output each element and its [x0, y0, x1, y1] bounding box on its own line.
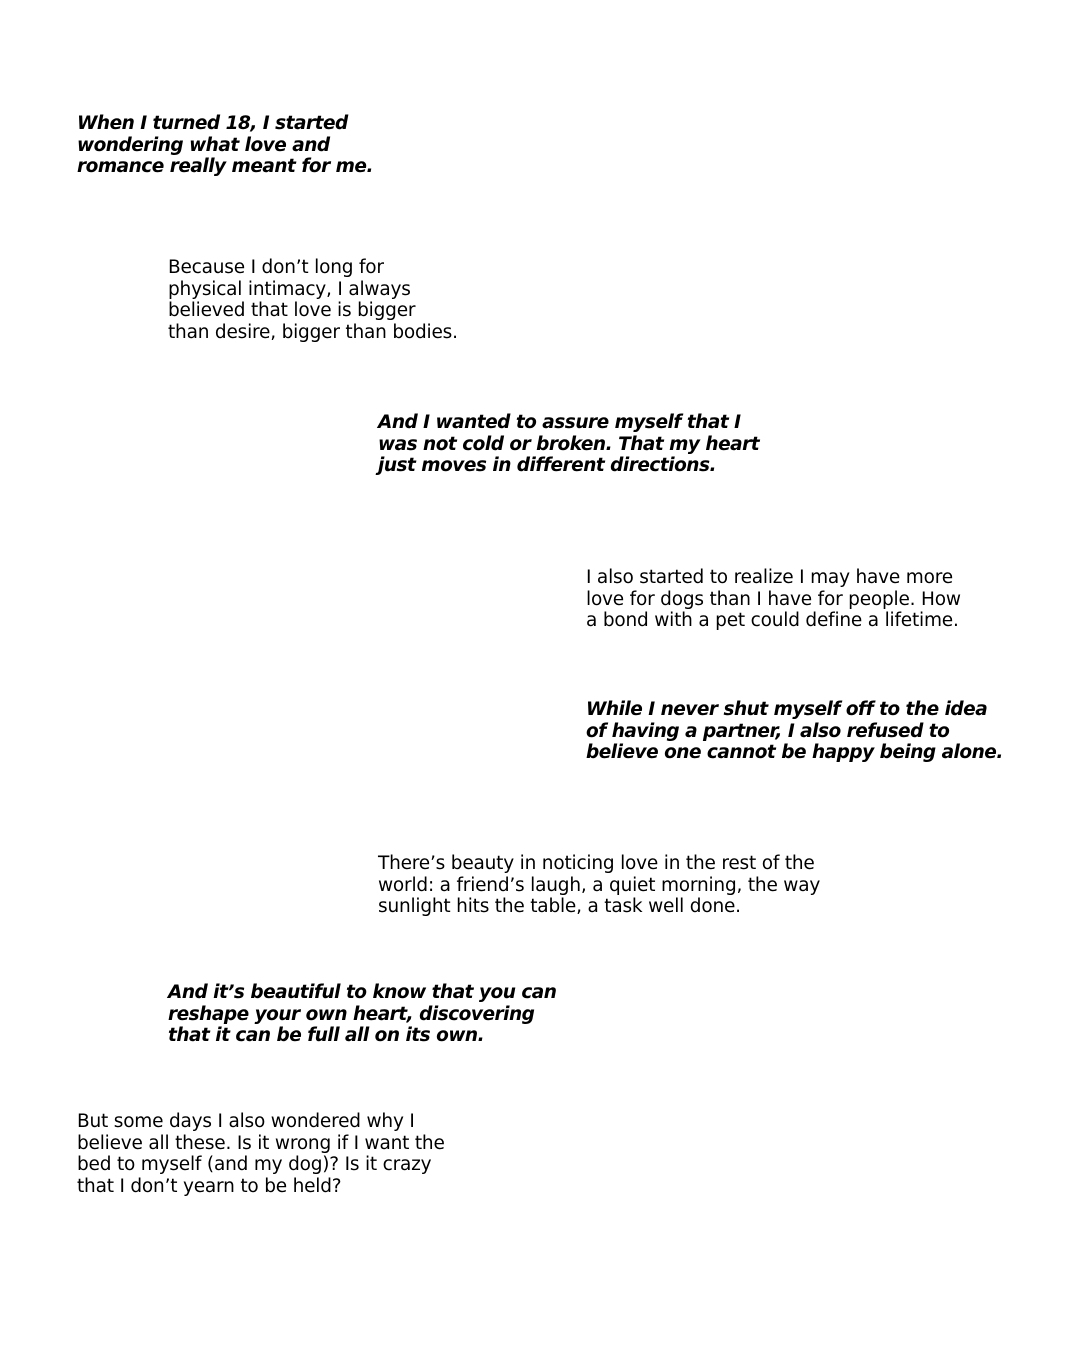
paragraph-happy-being-alone: While I never shut myself off to the idea of having a partner, I also refused to believe one cannot be happy being alone.: [586, 699, 1003, 764]
paragraph-physical-intimacy: Because I don’t long for physical intimacy, I always believed that love is bigger than desire, bigger than bodies.: [168, 257, 458, 344]
paragraph-some-days-wondered: But some days I also wondered why I believe all these. Is it wrong if I want the bed to myself (and my dog)? Is it crazy that I don’t yearn to be held?: [77, 1111, 445, 1198]
paragraph-reshape-your-heart: And it’s beautiful to know that you can reshape your own heart, discovering that it can be full all on its own.: [168, 982, 557, 1047]
paragraph-beauty-in-noticing-love: There’s beauty in noticing love in the rest of the world: a friend’s laugh, a quiet morning, the way sunlight hits the table, a task well done.: [378, 853, 821, 918]
paragraph-love-for-dogs: I also started to realize I may have more love for dogs than I have for people. How a bond with a pet could define a lifetime.: [586, 567, 961, 632]
paragraph-not-cold-or-broken: And I wanted to assure myself that I was not cold or broken. That my heart just moves in different directions.: [378, 412, 760, 477]
paragraph-turned-18: When I turned 18, I started wondering what love and romance really meant for me.: [77, 113, 373, 178]
